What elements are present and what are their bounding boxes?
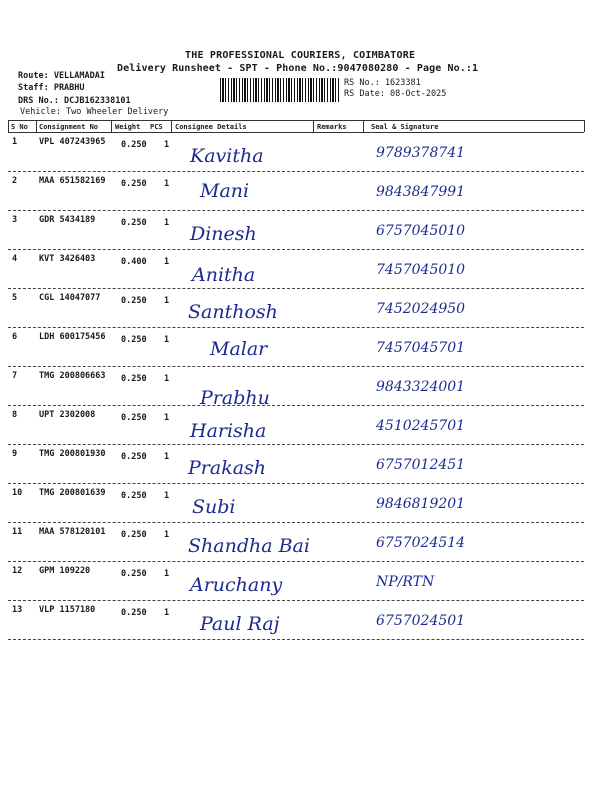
row-divider bbox=[8, 327, 584, 328]
row-pcs: 1 bbox=[164, 491, 170, 501]
row-divider bbox=[8, 444, 584, 445]
row-consignee-signature: Anitha bbox=[192, 264, 256, 286]
col-consignment: Consignment No bbox=[39, 123, 99, 131]
row-seal-signature: 9843324001 bbox=[376, 379, 466, 395]
col-weight: Weight bbox=[115, 123, 141, 131]
row-divider bbox=[8, 522, 584, 523]
row-consignment: MAA 578120101 bbox=[39, 527, 106, 537]
row-pcs: 1 bbox=[164, 530, 170, 540]
row-weight: 0.250 bbox=[121, 374, 147, 384]
row-sno: 11 bbox=[12, 527, 23, 537]
row-sno: 2 bbox=[12, 176, 18, 186]
row-weight: 0.250 bbox=[121, 335, 147, 345]
row-pcs: 1 bbox=[164, 296, 170, 306]
rs-number: RS No.: 1623381 bbox=[344, 78, 421, 88]
row-weight: 0.250 bbox=[121, 491, 147, 501]
row-seal-signature: 7452024950 bbox=[376, 301, 466, 317]
barcode bbox=[220, 78, 340, 102]
row-seal-signature: 9789378741 bbox=[376, 145, 466, 161]
row-consignment: TMG 200801639 bbox=[39, 488, 106, 498]
column-divider bbox=[363, 120, 364, 132]
row-consignment: VLP 1157180 bbox=[39, 605, 96, 615]
row-sno: 6 bbox=[12, 332, 18, 342]
row-weight: 0.250 bbox=[121, 569, 147, 579]
row-consignee-signature: Dinesh bbox=[190, 223, 257, 245]
row-pcs: 1 bbox=[164, 335, 170, 345]
drs-label: DRS No.: DCJB162338101 bbox=[18, 96, 131, 106]
row-consignment: TMG 200801930 bbox=[39, 449, 106, 459]
route-label: Route: VELLAMADAI bbox=[18, 71, 105, 81]
staff-label: Staff: PRABHU bbox=[18, 83, 85, 93]
company-title: THE PROFESSIONAL COURIERS, COIMBATORE bbox=[185, 50, 416, 61]
row-divider bbox=[8, 639, 584, 640]
row-weight: 0.250 bbox=[121, 218, 147, 228]
row-consignee-signature: Santhosh bbox=[188, 301, 278, 323]
row-weight: 0.250 bbox=[121, 413, 147, 423]
row-divider bbox=[8, 210, 584, 211]
runsheet-subtitle: Delivery Runsheet - SPT - Phone No.:9047080280 - Page No.:1 bbox=[117, 63, 479, 74]
row-weight: 0.250 bbox=[121, 296, 147, 306]
row-pcs: 1 bbox=[164, 179, 170, 189]
column-divider bbox=[8, 120, 9, 132]
row-divider bbox=[8, 405, 584, 406]
row-consignee-signature: Mani bbox=[200, 180, 250, 202]
row-sno: 7 bbox=[12, 371, 18, 381]
row-consignee-signature: Kavitha bbox=[190, 145, 264, 167]
row-consignee-signature: Malar bbox=[210, 338, 268, 360]
column-divider bbox=[584, 120, 585, 132]
row-weight: 0.250 bbox=[121, 140, 147, 150]
rs-date: RS Date: 08-Oct-2025 bbox=[344, 89, 447, 99]
row-seal-signature: 7457045010 bbox=[376, 262, 466, 278]
row-consignment: VPL 407243965 bbox=[39, 137, 106, 147]
row-sno: 1 bbox=[12, 137, 18, 147]
row-pcs: 1 bbox=[164, 257, 170, 267]
row-consignment: GDR 5434189 bbox=[39, 215, 96, 225]
row-sno: 9 bbox=[12, 449, 18, 459]
col-remarks: Remarks bbox=[317, 123, 347, 131]
row-seal-signature: 9846819201 bbox=[376, 496, 466, 512]
row-seal-signature: 4510245701 bbox=[376, 418, 466, 434]
column-divider bbox=[111, 120, 112, 132]
row-seal-signature: 6757012451 bbox=[376, 457, 466, 473]
row-pcs: 1 bbox=[164, 140, 170, 150]
row-sno: 3 bbox=[12, 215, 18, 225]
row-divider bbox=[8, 483, 584, 484]
row-sno: 5 bbox=[12, 293, 18, 303]
row-sno: 12 bbox=[12, 566, 23, 576]
row-weight: 0.400 bbox=[121, 257, 147, 267]
row-consignment: TMG 200806663 bbox=[39, 371, 106, 381]
row-consignment: KVT 3426403 bbox=[39, 254, 96, 264]
col-seal: Seal & Signature bbox=[371, 123, 439, 131]
row-weight: 0.250 bbox=[121, 179, 147, 189]
row-sno: 4 bbox=[12, 254, 18, 264]
row-seal-signature: 7457045701 bbox=[376, 340, 466, 356]
row-sno: 10 bbox=[12, 488, 23, 498]
row-pcs: 1 bbox=[164, 608, 170, 618]
row-seal-signature: 6757024501 bbox=[376, 613, 466, 629]
row-consignment: UPT 2302008 bbox=[39, 410, 96, 420]
row-pcs: 1 bbox=[164, 569, 170, 579]
row-consignment: MAA 651582169 bbox=[39, 176, 106, 186]
column-divider bbox=[313, 120, 314, 132]
vehicle-label: Vehicle: Two Wheeler Delivery bbox=[20, 107, 169, 117]
row-divider bbox=[8, 171, 584, 172]
col-pcs: PCS bbox=[150, 123, 163, 131]
runsheet-table bbox=[8, 120, 584, 640]
row-seal-signature: 9843847991 bbox=[376, 184, 466, 200]
row-seal-signature: 6757024514 bbox=[376, 535, 466, 551]
row-consignee-signature: Shandha Bai bbox=[188, 535, 310, 557]
row-consignment: LDH 600175456 bbox=[39, 332, 106, 342]
row-pcs: 1 bbox=[164, 413, 170, 423]
row-divider bbox=[8, 366, 584, 367]
row-consignee-signature: Aruchany bbox=[190, 574, 283, 596]
row-seal-signature: 6757045010 bbox=[376, 223, 466, 239]
row-seal-signature: NP/RTN bbox=[376, 574, 435, 590]
row-pcs: 1 bbox=[164, 218, 170, 228]
column-divider bbox=[171, 120, 172, 132]
row-weight: 0.250 bbox=[121, 608, 147, 618]
row-consignee-signature: Paul Raj bbox=[200, 613, 280, 635]
row-sno: 13 bbox=[12, 605, 23, 615]
row-pcs: 1 bbox=[164, 374, 170, 384]
row-consignee-signature: Prakash bbox=[188, 457, 267, 479]
column-divider bbox=[36, 120, 37, 132]
row-divider bbox=[8, 561, 584, 562]
row-consignee-signature: Prabhu bbox=[200, 387, 270, 409]
row-pcs: 1 bbox=[164, 452, 170, 462]
col-sno: S No bbox=[11, 123, 28, 131]
row-consignee-signature: Harisha bbox=[190, 420, 267, 442]
row-divider bbox=[8, 600, 584, 601]
row-divider bbox=[8, 288, 584, 289]
row-divider bbox=[8, 249, 584, 250]
row-consignment: GPM 109220 bbox=[39, 566, 91, 576]
row-weight: 0.250 bbox=[121, 530, 147, 540]
row-weight: 0.250 bbox=[121, 452, 147, 462]
row-consignment: CGL 14047077 bbox=[39, 293, 101, 303]
col-consignee: Consignee Details bbox=[175, 123, 247, 131]
row-sno: 8 bbox=[12, 410, 18, 420]
row-consignee-signature: Subi bbox=[192, 496, 236, 518]
